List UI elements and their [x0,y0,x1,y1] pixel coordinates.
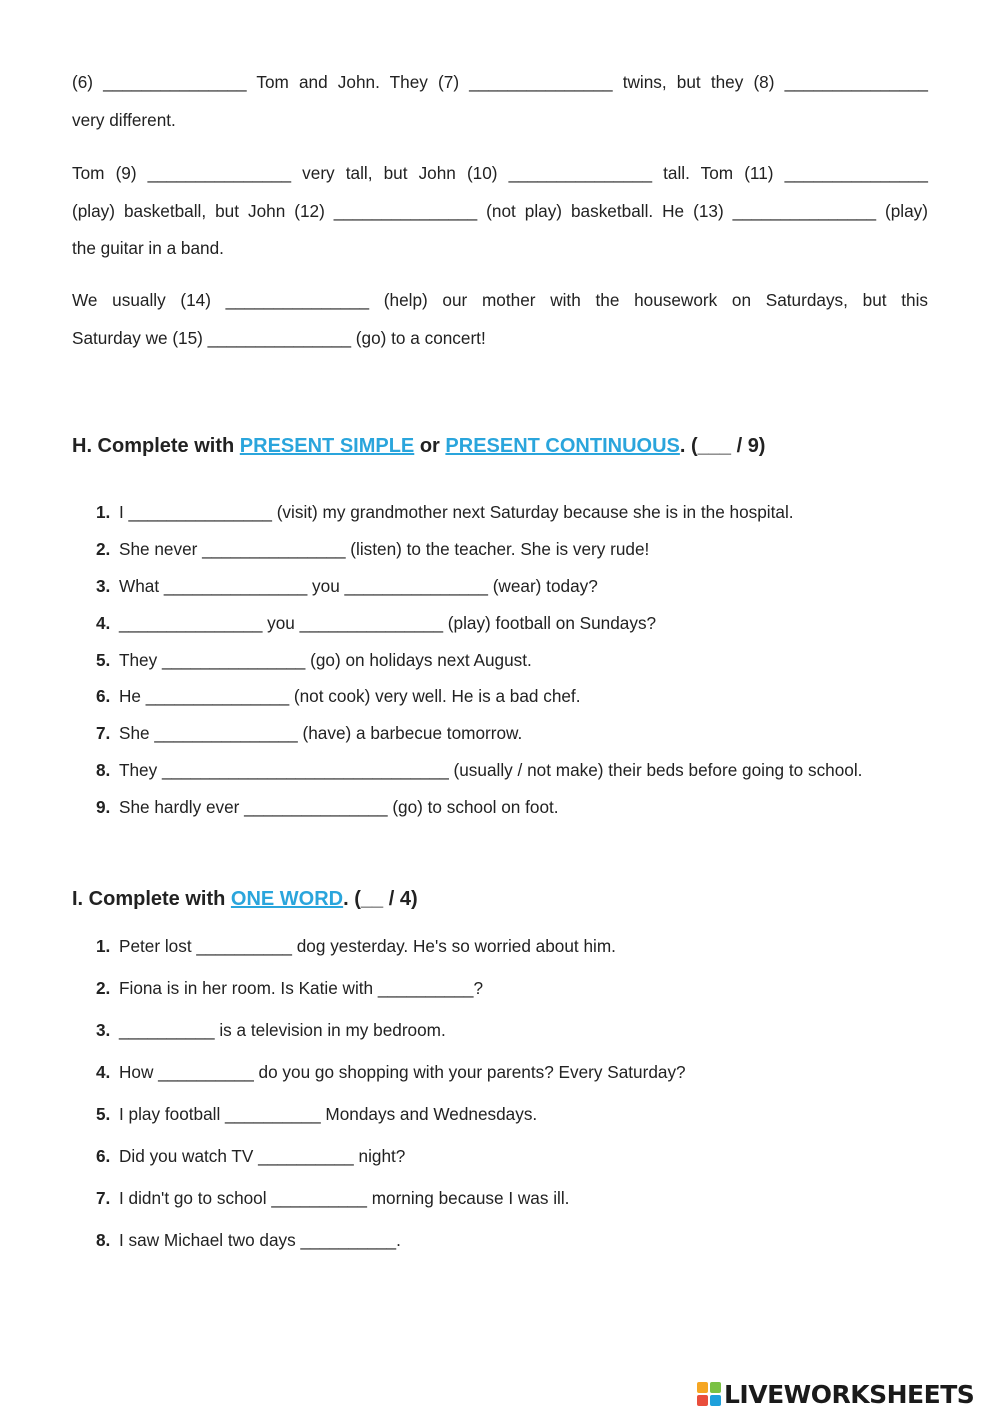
item-number: 1. [96,502,111,522]
exercise-item [96,1009,686,1051]
paragraph-tom-john [72,155,928,268]
paragraph-line: (play) basketball, but John (12) _______________ (not play) basketball. He (13) _______________ (play) [72,200,928,221]
item-number: 3. [96,1020,111,1040]
one-word-link[interactable]: ONE WORD [230,888,344,910]
item-number: 3. [96,575,111,596]
score-label: . (__ / 4) [343,888,418,910]
item-number: 2. [96,978,111,998]
item-text: How __________ do you go shopping with your parents? Every Saturday? [119,1062,686,1082]
item-number: 7. [96,723,111,744]
exercise-item [96,605,862,642]
item-text: He _______________ (not cook) very well. He is a bad chef. [119,686,581,707]
logo-text: LIVEWORKSHEETS [724,1379,975,1409]
item-number: 8. [96,1230,111,1250]
item-text: She _______________ (have) a barbecue tomorrow. [119,723,523,744]
exercise-item [96,715,862,752]
score-label: . (___ / 9) [679,435,766,457]
heading-text: I. Complete with [72,888,231,910]
item-number: 6. [96,1146,111,1166]
paragraph-line: (6) _______________ Tom and John. They (7) _______________ twins, but they (8) _______________ [72,72,928,92]
logo-mark-icon [697,1382,721,1406]
paragraph-line: Tom (9) _______________ very tall, but John (10) _______________ tall. Tom (11) _______________ [72,163,928,183]
item-text: _______________ you _______________ (play) football on Sundays? [119,612,657,633]
present-continuous-link[interactable]: PRESENT CONTINUOUS [445,435,680,457]
item-text: What _______________ you _______________ (wear) today? [119,575,598,596]
exercise-item [96,967,686,1009]
item-text: __________ is a television in my bedroom. [119,1020,446,1040]
item-text: She hardly ever _______________ (go) to school on foot. [119,797,559,818]
exercise-item [96,752,862,789]
paragraph-line: the guitar in a band. [72,238,224,258]
item-text: They _______________ (go) on holidays next August. [119,649,532,670]
exercise-item [96,1135,686,1177]
item-number: 8. [96,760,111,781]
item-number: 4. [96,1062,111,1082]
section-i-list [96,925,686,1261]
item-text: Fiona is in her room. Is Katie with __________? [119,978,484,998]
present-simple-link[interactable]: PRESENT SIMPLE [239,435,415,457]
item-number: 4. [96,612,111,633]
logo-square [697,1395,708,1406]
item-number: 6. [96,686,111,707]
item-text: Did you watch TV __________ night? [119,1146,406,1166]
liveworksheets-logo [697,1378,974,1410]
exercise-item [96,925,686,967]
exercise-item [96,1093,686,1135]
paragraph-line: We usually (14) _______________ (help) our mother with the housework on Saturdays, but this [72,290,928,310]
item-number: 9. [96,797,111,818]
section-h-heading [72,435,765,458]
item-number: 2. [96,538,111,559]
exercise-item [96,494,862,531]
logo-square [697,1382,708,1393]
item-text: She never _______________ (listen) to the teacher. She is very rude! [119,538,650,559]
logo-square [710,1382,721,1393]
item-number: 5. [96,1104,111,1124]
exercise-item [96,678,862,715]
heading-text: H. Complete with [72,435,240,457]
item-number: 7. [96,1188,111,1208]
exercise-item [96,531,862,568]
paragraph-saturdays [72,282,928,357]
logo-square [710,1395,721,1406]
exercise-item [96,789,862,826]
paragraph-twins [72,64,928,139]
item-text: I _______________ (visit) my grandmother next Saturday because she is in the hospital. [119,502,794,522]
item-text: They ______________________________ (usually / not make) their beds before going to school. [119,760,863,781]
item-number: 5. [96,649,111,670]
exercise-item [96,1219,686,1261]
heading-text: or [414,435,446,457]
exercise-item [96,568,862,605]
paragraph-line: very different. [72,109,176,130]
item-text: I saw Michael two days __________. [119,1230,401,1250]
item-number: 1. [96,936,111,956]
exercise-item [96,1051,686,1093]
item-text: Peter lost __________ dog yesterday. He's so worried about him. [119,936,616,956]
exercise-item [96,1177,686,1219]
item-text: I didn't go to school __________ morning because I was ill. [119,1188,570,1208]
paragraph-line: Saturday we (15) _______________ (go) to a concert! [72,327,486,348]
exercise-item [96,642,862,679]
section-i-heading [72,888,418,911]
section-h-list [96,494,862,826]
item-text: I play football __________ Mondays and Wednesdays. [119,1104,538,1124]
